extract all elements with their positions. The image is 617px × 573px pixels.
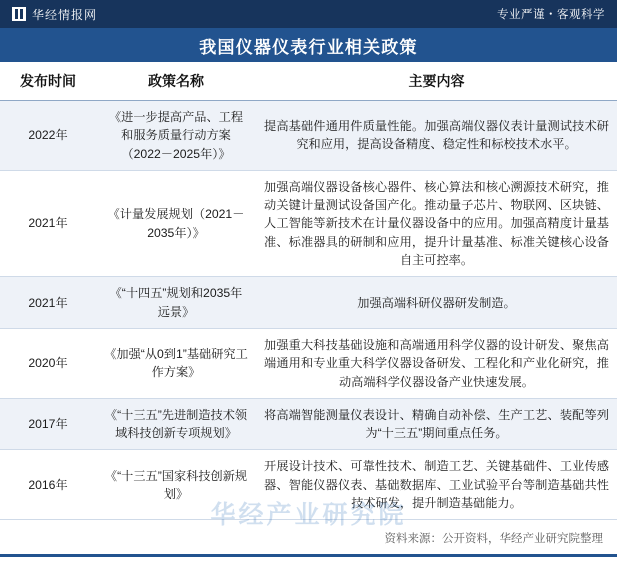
top-bar [0, 0, 617, 28]
source-note: 资料来源：公开资料，华经产业研究院整理 [384, 533, 603, 546]
table-row [0, 101, 617, 171]
book-logo-icon [12, 7, 26, 21]
page-title: 我国仪器仪表行业相关政策 [199, 37, 418, 57]
brand-tagline: 专业严谨・客观科学 [497, 9, 605, 21]
cell-policy-name: 《“十四五”规划和2035年远景》 [96, 277, 256, 329]
cell-time: 2022年 [0, 101, 96, 171]
cell-time: 2020年 [0, 328, 96, 398]
cell-policy-name: 《“十三五”先进制造技术领域科技创新专项规划》 [96, 398, 256, 450]
cell-content: 加强高端仪器设备核心器件、核心算法和核心溯源技术研究，推动关键计量测试设备国产化。推动量子芯片、物联网、区块链、人工智能等新技术在计量仪器设备中的应用。加强高精度计量基准、标准器具的研制和应用，提升计量基准、标准关键核心设备自主可控率。 [256, 170, 617, 276]
cell-content: 加强高端科研仪器研发制造。 [256, 277, 617, 329]
cell-policy-name: 《加强“从0到1”基础研究工作方案》 [96, 328, 256, 398]
cell-content: 将高端智能测量仪表设计、精确自动补偿、生产工艺、装配等列为“十三五”期间重点任务。 [256, 398, 617, 450]
cell-policy-name: 《进一步提高产品、工程和服务质量行动方案（2022－2025年）》 [96, 101, 256, 171]
brand-name: 华经情报网 [32, 7, 98, 22]
table-row [0, 170, 617, 276]
table-row [0, 450, 617, 520]
table-header-row [0, 62, 617, 101]
policy-table-wrap [0, 62, 617, 520]
cell-policy-name: 《“十三五”国家科技创新规划》 [96, 450, 256, 520]
table-row [0, 328, 617, 398]
table-row [0, 277, 617, 329]
watermark: 华经产业研究院 [210, 501, 407, 529]
bottom-rule [0, 554, 617, 557]
brand[interactable] [12, 6, 97, 23]
cell-time: 2016年 [0, 450, 96, 520]
table-row [0, 398, 617, 450]
policy-table [0, 62, 617, 520]
column-header-content: 主要内容 [256, 62, 617, 101]
column-header-name: 政策名称 [96, 62, 256, 101]
cell-content: 开展设计技术、可靠性技术、制造工艺、关键基础件、工业传感器、智能仪器仪表、基础数据库、工业试验平台等制造基础共性技术研发，提升制造基础能力。 [256, 450, 617, 520]
cell-time: 2021年 [0, 170, 96, 276]
cell-time: 2017年 [0, 398, 96, 450]
cell-time: 2021年 [0, 277, 96, 329]
cell-policy-name: 《计量发展规划（2021－2035年）》 [96, 170, 256, 276]
title-band [0, 28, 617, 62]
cell-content: 提高基础件通用件质量性能。加强高端仪器仪表计量测试技术研究和应用，提高设备精度、稳定性和标校技术水平。 [256, 101, 617, 171]
column-header-time: 发布时间 [0, 62, 96, 101]
cell-content: 加强重大科技基础设施和高端通用科学仪器的设计研发、聚焦高端通用和专业重大科学仪器设备研发、工程化和产业化研究，推动高端科学仪器设备产业快速发展。 [256, 328, 617, 398]
